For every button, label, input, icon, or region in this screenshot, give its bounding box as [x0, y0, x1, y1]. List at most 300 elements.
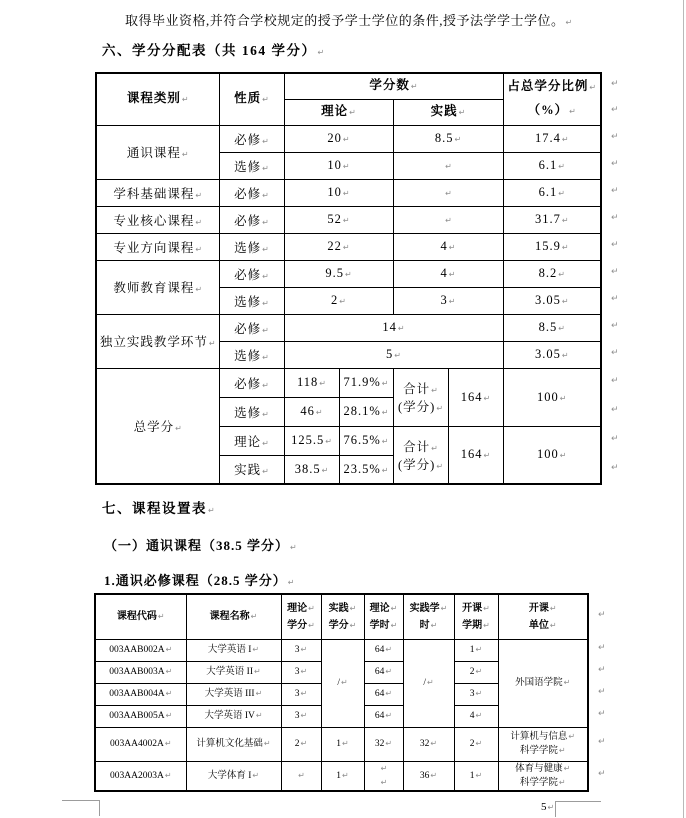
cell-text: 20 — [327, 131, 342, 145]
header-cell — [364, 594, 403, 639]
pilcrow-mark: ↵ — [262, 163, 269, 173]
pilcrow-mark: ↵ — [157, 612, 165, 622]
pilcrow-mark: ↵ — [475, 667, 483, 676]
table-cell — [503, 152, 601, 179]
table-cell — [284, 397, 339, 426]
row-end-mark: ↵ — [611, 79, 619, 89]
pilcrow-mark: ↵ — [317, 48, 325, 57]
pilcrow-mark: ↵ — [563, 763, 571, 773]
pilcrow-mark: ↵ — [262, 244, 269, 254]
table-cell — [186, 705, 281, 727]
pilcrow-mark: ↵ — [195, 217, 203, 227]
cell-text: 教师教育课程 — [113, 281, 195, 295]
pilcrow-mark: ↵ — [561, 135, 569, 144]
pilcrow-mark: ↵ — [458, 108, 466, 117]
table-cell — [219, 287, 284, 314]
pilcrow-mark: ↵ — [549, 620, 557, 630]
table-cell — [219, 179, 284, 206]
cell-text: 6.1 — [538, 158, 558, 172]
cell-text: 164 — [460, 389, 483, 404]
pilcrow-mark: ↵ — [390, 603, 398, 613]
cell-text: 3.05 — [534, 293, 561, 307]
row-end-mark: ↵ — [611, 404, 619, 415]
table-cell — [219, 260, 284, 287]
pilcrow-mark: ↵ — [561, 243, 569, 252]
pilcrow-mark: ↵ — [426, 678, 434, 687]
pilcrow-mark: ↵ — [390, 620, 398, 630]
cell-text: 必修 — [234, 321, 262, 336]
pilcrow-mark: ↵ — [165, 645, 173, 654]
pilcrow-mark: ↵ — [262, 467, 269, 477]
cell-text: / — [337, 678, 340, 688]
cell-text: 8.2 — [538, 266, 558, 280]
header-cell — [454, 594, 498, 639]
pilcrow-mark: ↵ — [559, 451, 567, 461]
pilcrow-mark: ↵ — [165, 711, 173, 720]
cell-text: 大学英语 I — [207, 645, 252, 655]
cell-text: 164 — [460, 447, 483, 462]
cell-text: 46 — [300, 404, 315, 418]
cell-text: 大学英语 III — [204, 689, 255, 699]
pilcrow-mark: ↵ — [342, 216, 350, 225]
pilcrow-mark: ↵ — [563, 678, 571, 687]
pilcrow-mark: ↵ — [255, 689, 263, 698]
cell-text: 必修 — [234, 267, 262, 282]
cell-text: 003AAB005A — [109, 711, 165, 721]
table-cell — [186, 761, 281, 791]
cell-text: 课程名称 — [209, 611, 250, 623]
cell-text: (学分) — [397, 400, 436, 414]
table-cell — [95, 661, 186, 683]
cell-text: 计算机文化基础 — [196, 739, 263, 749]
table-cell — [219, 455, 284, 484]
pilcrow-mark: ↵ — [475, 645, 483, 654]
header-cell — [498, 594, 588, 639]
pilcrow-mark: ↵ — [558, 270, 565, 279]
cell-text: 科学学院 — [519, 777, 558, 788]
pilcrow-mark: ↵ — [208, 339, 216, 348]
cell-text: 性质 — [234, 91, 262, 106]
pilcrow-mark: ↵ — [195, 244, 203, 254]
cell-text: 9.5 — [325, 266, 344, 280]
cell-text: 38.5 — [294, 461, 321, 476]
pilcrow-mark: ↵ — [380, 777, 388, 787]
table-cell — [498, 727, 588, 761]
pilcrow-mark: ↵ — [558, 746, 566, 755]
cell-text: 体育与健康 — [515, 763, 563, 774]
header-cell — [403, 594, 454, 639]
table-cell — [186, 639, 281, 661]
cell-text: 1 — [336, 739, 342, 749]
cell-text: 64 — [374, 645, 385, 655]
pilcrow-mark: ↵ — [561, 351, 569, 360]
pilcrow-mark: ↵ — [344, 270, 352, 279]
table-cell — [284, 125, 393, 152]
header-cell — [96, 73, 219, 125]
header-cell — [219, 73, 284, 125]
cell-text: (学分) — [397, 457, 436, 472]
pilcrow-mark: ↵ — [381, 379, 389, 388]
cell-text: 3 — [294, 645, 300, 655]
table-cell — [503, 368, 601, 426]
cell-text: 23.5% — [343, 461, 381, 476]
table-cell — [219, 426, 284, 455]
table-cell — [186, 683, 281, 705]
cell-text: 28.1% — [343, 404, 381, 418]
table-cell — [284, 455, 339, 484]
table-cell — [503, 287, 601, 314]
cell-text: 1 — [469, 770, 475, 781]
cell-text: 36 — [419, 770, 430, 781]
cell-text: 14 — [382, 320, 397, 334]
cell-text: 64 — [374, 667, 385, 677]
pilcrow-mark: ↵ — [300, 739, 308, 748]
pilcrow-mark: ↵ — [342, 770, 349, 780]
table-cell — [96, 314, 219, 368]
table-cell — [281, 661, 321, 683]
pilcrow-mark: ↵ — [349, 108, 356, 117]
table-cell — [281, 683, 321, 705]
table-cell — [96, 260, 219, 314]
cell-text: 76.5% — [343, 433, 381, 447]
cell-text: 通识课程 — [126, 146, 181, 160]
cell-text: 实践学 — [409, 602, 440, 614]
pilcrow-mark: ↵ — [440, 603, 448, 613]
pilcrow-mark: ↵ — [448, 297, 456, 306]
pilcrow-mark: ↵ — [385, 711, 393, 720]
row-end-mark: ↵ — [598, 665, 606, 675]
table-cell — [96, 179, 219, 206]
table-cell — [503, 341, 601, 368]
pilcrow-mark: ↵ — [385, 689, 393, 698]
table-cell — [403, 639, 454, 727]
table-cell — [498, 761, 588, 791]
pilcrow-mark: ↵ — [483, 451, 491, 461]
cell-text: 专业方向课程 — [113, 240, 195, 255]
table-cell — [403, 761, 454, 791]
cell-text: 大学英语 II — [206, 667, 253, 677]
row-end-mark: ↵ — [611, 462, 619, 473]
cell-text: 71.9% — [343, 375, 381, 389]
header-cell — [321, 594, 364, 639]
cell-text: 125.5 — [291, 433, 325, 447]
cell-text: 必修 — [234, 132, 262, 147]
row-end-mark: ↵ — [611, 158, 619, 169]
course-setup-table-wrap — [94, 593, 606, 792]
cell-text: 100 — [537, 389, 559, 404]
table-cell — [393, 233, 503, 260]
pilcrow-mark: ↵ — [262, 352, 269, 362]
table-cell — [393, 125, 503, 152]
pilcrow-mark: ↵ — [445, 189, 452, 198]
credit-allocation-table — [95, 72, 602, 485]
pilcrow-mark: ↵ — [547, 803, 555, 812]
cell-text: 64 — [374, 711, 385, 721]
cell-text: 学科基础课程 — [113, 186, 195, 201]
pilcrow-mark: ↵ — [483, 603, 490, 613]
table-cell — [95, 639, 186, 661]
pilcrow-mark: ↵ — [430, 770, 438, 780]
cell-text: 理论 — [287, 602, 308, 614]
pilcrow-mark: ↵ — [262, 217, 269, 227]
cell-text: 003AAB002A — [109, 645, 165, 655]
pilcrow-mark: ↵ — [561, 216, 569, 225]
pilcrow-mark: ↵ — [262, 190, 269, 200]
pilcrow-mark: ↵ — [559, 393, 567, 403]
cell-text: 3 — [294, 667, 300, 677]
pilcrow-mark: ↵ — [252, 770, 260, 780]
cell-text: 必修 — [234, 186, 262, 201]
table-cell — [364, 661, 403, 683]
pilcrow-mark: ↵ — [181, 95, 189, 105]
cell-text: 时 — [419, 619, 430, 631]
pilcrow-mark: ↵ — [397, 324, 405, 333]
table-cell — [284, 287, 393, 314]
cell-text: 2 — [331, 293, 339, 307]
pilcrow-mark: ↵ — [558, 777, 566, 787]
pilcrow-mark: ↵ — [445, 162, 452, 171]
pilcrow-mark: ↵ — [381, 408, 389, 417]
cell-text: 3 — [469, 689, 475, 699]
cell-text: 2 — [469, 739, 475, 749]
cell-text: 实践 — [234, 463, 262, 478]
pilcrow-mark: ↵ — [181, 150, 189, 159]
cell-text: 学分 — [287, 619, 308, 631]
pilcrow-mark: ↵ — [164, 770, 172, 780]
pilcrow-mark: ↵ — [308, 620, 315, 630]
cell-text: 8.5 — [434, 131, 454, 145]
pilcrow-mark: ↵ — [342, 739, 349, 748]
table-cell — [284, 179, 393, 206]
table-cell — [186, 661, 281, 683]
cell-text: 6.1 — [538, 185, 558, 199]
pilcrow-mark: ↵ — [262, 325, 269, 335]
row-end-mark: ↵ — [611, 433, 619, 444]
cell-text: 理论 — [369, 602, 390, 614]
pilcrow-mark: ↵ — [339, 297, 346, 306]
pilcrow-mark: ↵ — [385, 739, 393, 748]
table-cell — [339, 455, 393, 484]
pilcrow-mark: ↵ — [558, 162, 565, 171]
pilcrow-mark: ↵ — [475, 711, 483, 720]
table-cell — [393, 152, 503, 179]
pilcrow-mark: ↵ — [349, 620, 357, 630]
table-cell — [219, 233, 284, 260]
pilcrow-mark: ↵ — [195, 285, 203, 294]
cell-text: 实践 — [328, 602, 349, 614]
row-end-mark: ↵ — [598, 643, 606, 653]
pilcrow-mark: ↵ — [290, 543, 297, 552]
pilcrow-mark: ↵ — [315, 408, 323, 417]
header-cell — [284, 99, 393, 125]
table-cell — [454, 661, 498, 683]
pilcrow-mark: ↵ — [568, 732, 576, 741]
cell-text: 52 — [327, 212, 342, 226]
cell-text: 4 — [440, 266, 448, 280]
pilcrow-mark: ↵ — [549, 603, 557, 613]
pilcrow-mark: ↵ — [561, 297, 569, 306]
table-cell — [284, 426, 339, 455]
pilcrow-mark: ↵ — [165, 667, 173, 676]
cell-text: 占总学分比例 — [507, 79, 589, 94]
table-cell — [284, 206, 393, 233]
cell-text: 总学分 — [133, 419, 175, 434]
table-cell — [284, 368, 339, 397]
pilcrow-mark: ↵ — [380, 763, 388, 773]
table-cell — [95, 705, 186, 727]
table-cell — [498, 639, 588, 727]
cell-text: 选修 — [234, 405, 262, 420]
table-cell — [219, 125, 284, 152]
row-end-mark: ↵ — [611, 105, 619, 115]
pilcrow-mark: ↵ — [300, 711, 308, 720]
pilcrow-mark: ↵ — [165, 689, 173, 698]
pilcrow-mark: ↵ — [381, 437, 389, 446]
cell-text: 003AA4002A — [109, 739, 164, 749]
table-cell — [281, 761, 321, 791]
header-cell — [281, 594, 321, 639]
table-cell — [284, 233, 393, 260]
cell-text: / — [423, 678, 426, 688]
pilcrow-mark: ↵ — [262, 438, 269, 448]
general-required-course-table — [94, 593, 589, 792]
cell-text: 10 — [327, 158, 342, 172]
table-cell — [281, 639, 321, 661]
pilcrow-mark: ↵ — [300, 689, 308, 698]
table-cell — [503, 426, 601, 484]
cell-text: 3.05 — [534, 347, 561, 361]
table-cell — [284, 341, 503, 368]
pilcrow-mark: ↵ — [262, 409, 269, 419]
pilcrow-mark: ↵ — [430, 620, 438, 630]
cell-text: 理论 — [234, 434, 262, 449]
table-cell — [403, 727, 454, 761]
section7-heading: 七、课程设置表↵ — [102, 501, 215, 516]
table-cell — [284, 152, 393, 179]
section7-sub1-1-heading: 1.通识必修课程（28.5 学分）↵ — [104, 573, 295, 588]
text-boundary-mark-right — [555, 801, 601, 817]
pilcrow-mark: ↵ — [164, 739, 172, 748]
pilcrow-mark: ↵ — [483, 620, 490, 630]
table-cell — [284, 314, 503, 341]
cell-text: 必修 — [234, 376, 262, 391]
pilcrow-mark: ↵ — [342, 243, 350, 252]
table-cell — [219, 314, 284, 341]
table-cell — [321, 727, 364, 761]
table-cell — [393, 368, 448, 426]
pilcrow-mark: ↵ — [262, 136, 269, 146]
cell-text: 计算机与信息 — [510, 732, 568, 742]
section6-heading: 六、学分分配表（共 164 学分）↵ — [102, 43, 325, 58]
pilcrow-mark: ↵ — [262, 380, 269, 390]
pilcrow-mark: ↵ — [319, 379, 326, 388]
pilcrow-mark: ↵ — [475, 739, 483, 748]
pilcrow-mark: ↵ — [431, 443, 438, 453]
pilcrow-mark: ↵ — [300, 645, 308, 654]
pilcrow-mark: ↵ — [565, 18, 573, 27]
pilcrow-mark: ↵ — [475, 689, 483, 698]
pilcrow-mark: ↵ — [263, 739, 271, 748]
cell-text: 17.4 — [534, 131, 561, 145]
table-cell — [219, 368, 284, 397]
cell-text: 合计 — [403, 439, 431, 454]
table-cell — [339, 368, 393, 397]
pilcrow-mark: ↵ — [342, 135, 350, 144]
intro-paragraph: 取得毕业资格,并符合学校规定的授予学士学位的条件,授予法学学士学位。↵ — [125, 13, 573, 28]
pilcrow-mark: ↵ — [300, 667, 308, 676]
table-cell — [219, 206, 284, 233]
pilcrow-mark: ↵ — [349, 603, 357, 613]
row-end-mark: ↵ — [598, 769, 606, 779]
table-cell — [393, 260, 503, 287]
cell-text: 学期 — [462, 619, 483, 631]
pilcrow-mark: ↵ — [410, 82, 418, 92]
table-cell — [96, 233, 219, 260]
pilcrow-mark: ↵ — [381, 465, 389, 475]
table-cell — [219, 397, 284, 426]
pilcrow-mark: ↵ — [385, 645, 393, 654]
cell-text: 1 — [469, 645, 475, 655]
table-cell — [364, 683, 403, 705]
pilcrow-mark: ↵ — [454, 135, 462, 144]
table-cell — [503, 125, 601, 152]
cell-text: 专业核心课程 — [113, 213, 195, 228]
header-cell — [503, 73, 601, 125]
pilcrow-mark: ↵ — [262, 298, 269, 308]
cell-text: 1 — [336, 770, 342, 781]
table-cell — [95, 761, 186, 791]
cell-text: 32 — [374, 739, 385, 749]
row-end-mark: ↵ — [598, 709, 606, 719]
cell-text: 学分数 — [369, 78, 410, 93]
table-cell — [448, 368, 503, 426]
cell-text: 选修 — [234, 159, 262, 174]
row-end-mark: ↵ — [598, 609, 606, 620]
cell-text: 学分 — [328, 619, 349, 631]
section7-sub1-heading: （一）通识课程（38.5 学分）↵ — [104, 538, 297, 553]
pilcrow-mark: ↵ — [342, 189, 350, 198]
pilcrow-mark: ↵ — [308, 603, 315, 613]
pilcrow-mark: ↵ — [448, 270, 456, 279]
cell-text: 大学体育 I — [207, 770, 252, 781]
cell-text: 10 — [327, 185, 342, 199]
cell-text: 科学学院 — [519, 746, 558, 756]
pilcrow-mark: ↵ — [483, 393, 491, 403]
row-end-mark: ↵ — [598, 737, 606, 747]
cell-text: 课程类别 — [126, 91, 181, 106]
cell-text: 3 — [440, 293, 448, 307]
table-cell — [364, 727, 403, 761]
table-cell — [321, 639, 364, 727]
table-cell — [454, 639, 498, 661]
table-cell — [454, 761, 498, 791]
pilcrow-mark: ↵ — [342, 162, 350, 171]
header-cell — [186, 594, 281, 639]
pilcrow-mark: ↵ — [262, 95, 269, 105]
pilcrow-mark: ↵ — [262, 271, 269, 281]
page-number: 5↵ — [541, 801, 555, 813]
table-cell — [503, 206, 601, 233]
pilcrow-mark: ↵ — [558, 324, 565, 333]
row-end-mark: ↵ — [611, 347, 619, 358]
pilcrow-mark: ↵ — [385, 667, 393, 676]
table-cell — [393, 426, 448, 484]
table-cell — [393, 206, 503, 233]
pilcrow-mark: ↵ — [195, 190, 203, 200]
table-cell — [339, 426, 393, 455]
row-end-mark: ↵ — [611, 375, 619, 386]
pilcrow-mark: ↵ — [208, 506, 215, 515]
